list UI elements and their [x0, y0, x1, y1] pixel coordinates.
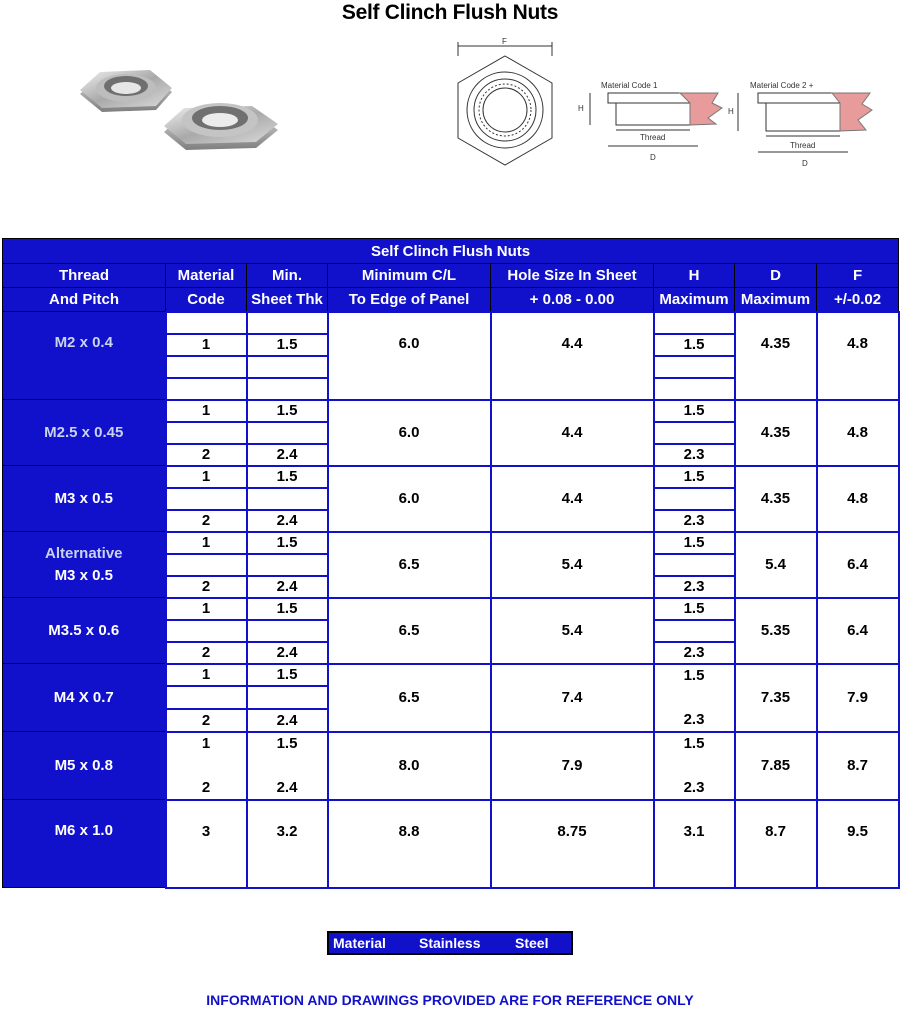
h-value-1: 1.5: [683, 734, 705, 752]
code-cell: 1: [166, 466, 247, 488]
hole-cell: 4.4: [491, 312, 654, 400]
thread-cell: M4 X 0.7: [3, 664, 166, 732]
table-row: [3, 400, 899, 422]
cl-cell: 8.0: [328, 732, 491, 800]
thk-cell: 1.5: [247, 400, 328, 422]
thk-cell: 2.4: [247, 510, 328, 532]
table-row: [3, 312, 899, 334]
empty-cell: [166, 422, 247, 444]
f-cell: 6.4: [817, 532, 899, 598]
thread-label-2: Thread: [790, 141, 816, 150]
legend-value-2: Steel: [515, 935, 549, 951]
code-cell: 2: [166, 576, 247, 598]
f-cell: 4.8: [817, 400, 899, 466]
header-d: D: [735, 264, 817, 288]
code-cell: 1: [166, 400, 247, 422]
empty-cell: [654, 488, 735, 510]
code-cell: 1: [166, 532, 247, 554]
empty-cell: [654, 554, 735, 576]
d-cell: 4.35: [735, 400, 817, 466]
material-legend: [327, 931, 573, 955]
dim-h-label: H: [578, 104, 584, 113]
h-cell: 3.1: [654, 800, 735, 888]
empty-cell: [247, 620, 328, 642]
empty-cell: [654, 356, 735, 378]
empty-cell: [166, 620, 247, 642]
thk-cell: 2.4: [247, 444, 328, 466]
empty-cell: [247, 488, 328, 510]
thk-cell: 2.4: [247, 709, 328, 732]
hole-cell: 4.4: [491, 466, 654, 532]
thk-cell: 2.4: [247, 642, 328, 664]
thk-value-1: 1.5: [276, 734, 298, 752]
thk-cell: 1.5: [247, 466, 328, 488]
header-hole: Hole Size In Sheet: [491, 264, 654, 288]
table-row: [3, 532, 899, 554]
cl-cell: 6.5: [328, 532, 491, 598]
cl-cell: 6.0: [328, 312, 491, 400]
cl-cell: 6.5: [328, 598, 491, 664]
d-cell: 4.35: [735, 466, 817, 532]
code-value-1: 1: [201, 734, 211, 752]
h-cell: 1.5: [654, 334, 735, 356]
spec-table: [2, 238, 900, 889]
dim-d-label-1: D: [650, 153, 656, 162]
code-cell: 2: [166, 510, 247, 532]
table-row: [3, 466, 899, 488]
header-cl: Minimum C/L: [328, 264, 491, 288]
thread-cell: M3.5 x 0.6: [3, 598, 166, 664]
thk-cell: [247, 732, 328, 800]
empty-cell: [166, 378, 247, 400]
thread-cell: M6 x 1.0: [3, 800, 166, 888]
thk-cell: 1.5: [247, 664, 328, 687]
d-cell: 5.4: [735, 532, 817, 598]
code-cell: 1: [166, 598, 247, 620]
legend-value-1: Stainless: [419, 935, 481, 951]
code-cell: 1: [166, 664, 247, 687]
code-cell: 2: [166, 709, 247, 732]
f-cell: 9.5: [817, 800, 899, 888]
code-cell: 2: [166, 444, 247, 466]
h-cell: [654, 664, 735, 732]
thread-line-2: M3 x 0.5: [54, 566, 113, 584]
dim-d-label-2: D: [802, 159, 808, 168]
material-code-2-label: Material Code 2 +: [750, 81, 814, 90]
nut-left: [80, 70, 172, 112]
empty-cell: [247, 356, 328, 378]
header-cl-sub: To Edge of Panel: [328, 288, 491, 312]
thk-cell: 1.5: [247, 532, 328, 554]
empty-cell: [247, 378, 328, 400]
h-value-2: 2.3: [683, 710, 705, 728]
empty-cell: [247, 312, 328, 334]
h-cell: 1.5: [654, 400, 735, 422]
thk-cell: 3.2: [247, 800, 328, 888]
f-cell: 7.9: [817, 664, 899, 732]
hole-cell: 5.4: [491, 532, 654, 598]
thread-cell: [3, 532, 166, 598]
code-cell: 1: [166, 334, 247, 356]
f-cell: 6.4: [817, 598, 899, 664]
empty-cell: [166, 686, 247, 709]
thread-label-1: Thread: [640, 133, 666, 142]
dim-h-label-2: H: [728, 107, 734, 116]
page-title: Self Clinch Flush Nuts: [341, 1, 559, 24]
hole-cell: 4.4: [491, 400, 654, 466]
table-row: [3, 598, 899, 620]
h-cell: 2.3: [654, 510, 735, 532]
h-cell: 1.5: [654, 532, 735, 554]
code-cell: 3: [166, 800, 247, 888]
f-cell: 8.7: [817, 732, 899, 800]
thk-cell: 1.5: [247, 334, 328, 356]
hole-cell: 8.75: [491, 800, 654, 888]
cl-cell: 8.8: [328, 800, 491, 888]
table-row: [3, 800, 899, 888]
thread-cell: M5 x 0.8: [3, 732, 166, 800]
thk-cell: 2.4: [247, 576, 328, 598]
h-cell: 2.3: [654, 444, 735, 466]
code-cell: [166, 732, 247, 800]
empty-cell: [654, 312, 735, 334]
cl-cell: 6.5: [328, 664, 491, 732]
thk-cell: 1.5: [247, 598, 328, 620]
d-cell: 8.7: [735, 800, 817, 888]
empty-cell: [247, 554, 328, 576]
thread-line-1: Alternative: [44, 544, 123, 562]
table-title: Self Clinch Flush Nuts: [3, 239, 899, 264]
d-cell: 4.35: [735, 312, 817, 400]
material-code-1-label: Material Code 1: [601, 81, 658, 90]
header-thread: Thread: [3, 264, 166, 288]
dim-f-label: F: [502, 38, 507, 46]
header-f: F: [817, 264, 899, 288]
header-material-sub: Code: [166, 288, 247, 312]
header-min: Min.: [247, 264, 328, 288]
header-row-1: [3, 264, 899, 288]
empty-cell: [654, 620, 735, 642]
header-d-sub: Maximum: [735, 288, 817, 312]
d-cell: 5.35: [735, 598, 817, 664]
empty-cell: [654, 422, 735, 444]
empty-cell: [166, 554, 247, 576]
product-photo: [60, 50, 310, 160]
h-value-2: 2.3: [683, 778, 705, 796]
header-h: H: [654, 264, 735, 288]
thk-value-2: 2.4: [276, 778, 298, 796]
table-row: [3, 732, 899, 800]
technical-drawing: [440, 38, 886, 193]
empty-cell: [166, 312, 247, 334]
cl-cell: 6.0: [328, 466, 491, 532]
nut-right: [164, 103, 278, 150]
legend-label: Material: [333, 935, 386, 951]
empty-cell: [247, 686, 328, 709]
d-cell: 7.85: [735, 732, 817, 800]
table-row: [3, 664, 899, 687]
empty-cell: [166, 488, 247, 510]
empty-cell: [247, 422, 328, 444]
h-cell: 1.5: [654, 598, 735, 620]
header-row-2: [3, 288, 899, 312]
h-value-1: 1.5: [683, 666, 705, 684]
disclaimer-footer: INFORMATION AND DRAWINGS PROVIDED ARE FOR REFERENCE ONLY: [206, 992, 694, 1008]
hole-cell: 7.9: [491, 732, 654, 800]
empty-cell: [166, 356, 247, 378]
h-cell: 2.3: [654, 642, 735, 664]
header-thread-sub: And Pitch: [3, 288, 166, 312]
thread-cell: M2 x 0.4: [3, 312, 166, 400]
header-material: Material: [166, 264, 247, 288]
empty-cell: [654, 378, 735, 400]
header-f-sub: +/-0.02: [817, 288, 899, 312]
header-h-sub: Maximum: [654, 288, 735, 312]
code-value-2: 2: [201, 778, 211, 796]
hole-cell: 7.4: [491, 664, 654, 732]
header-hole-sub: + 0.08 - 0.00: [491, 288, 654, 312]
thread-cell: M3 x 0.5: [3, 466, 166, 532]
cl-cell: 6.0: [328, 400, 491, 466]
f-cell: 4.8: [817, 466, 899, 532]
f-cell: 4.8: [817, 312, 899, 400]
code-cell: 2: [166, 642, 247, 664]
h-cell: 2.3: [654, 576, 735, 598]
d-cell: 7.35: [735, 664, 817, 732]
h-cell: 1.5: [654, 466, 735, 488]
h-cell: [654, 732, 735, 800]
hole-cell: 5.4: [491, 598, 654, 664]
thread-cell: M2.5 x 0.45: [3, 400, 166, 466]
header-min-sub: Sheet Thk: [247, 288, 328, 312]
